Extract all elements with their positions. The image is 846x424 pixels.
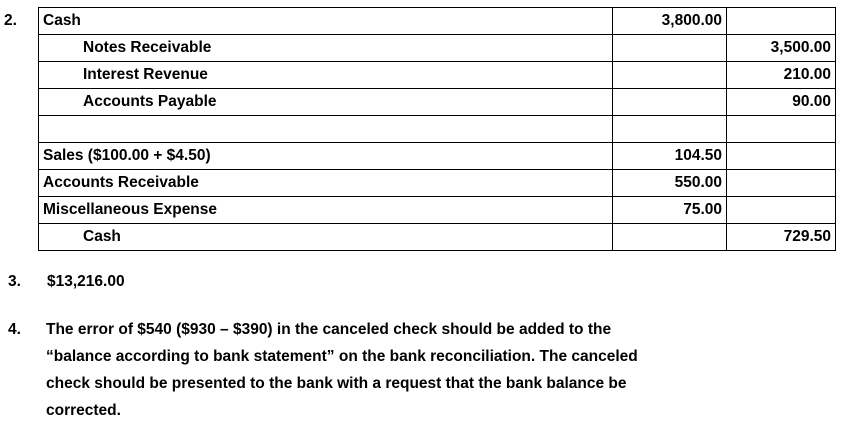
debit-cell: 550.00 xyxy=(613,170,727,197)
journal-row xyxy=(39,224,836,251)
account-cell: Cash xyxy=(39,224,613,251)
account-cell: Cash xyxy=(39,8,613,35)
account-cell xyxy=(39,116,613,143)
account-cell: Accounts Payable xyxy=(39,89,613,116)
item-2-number: 2. xyxy=(4,12,17,29)
account-cell: Interest Revenue xyxy=(39,62,613,89)
item-3-amount: $13,216.00 xyxy=(47,273,125,290)
credit-cell: 210.00 xyxy=(727,62,836,89)
item-4-line: corrected. xyxy=(46,402,121,419)
item-4-line: The error of $540 ($930 – $390) in the canceled check should be added to the xyxy=(46,321,612,338)
credit-cell: 729.50 xyxy=(727,224,836,251)
journal-row xyxy=(39,89,836,116)
debit-cell: 75.00 xyxy=(613,197,727,224)
account-cell: Accounts Receivable xyxy=(39,170,613,197)
debit-cell xyxy=(613,224,727,251)
item-3-number: 3. xyxy=(8,273,21,290)
item-4-line: “balance according to bank statement” on the bank reconciliation. The canceled xyxy=(46,348,638,365)
journal-entry-table xyxy=(38,7,836,251)
item-4-explanation xyxy=(46,316,826,424)
item-4-number: 4. xyxy=(8,321,21,338)
debit-cell xyxy=(613,89,727,116)
account-cell: Notes Receivable xyxy=(39,35,613,62)
credit-cell xyxy=(727,197,836,224)
credit-cell xyxy=(727,8,836,35)
debit-cell: 104.50 xyxy=(613,143,727,170)
journal-row xyxy=(39,197,836,224)
journal-row xyxy=(39,116,836,143)
journal-row xyxy=(39,62,836,89)
debit-cell xyxy=(613,116,727,143)
journal-row xyxy=(39,8,836,35)
journal-row xyxy=(39,143,836,170)
debit-cell xyxy=(613,62,727,89)
credit-cell xyxy=(727,143,836,170)
credit-cell: 3,500.00 xyxy=(727,35,836,62)
account-cell: Miscellaneous Expense xyxy=(39,197,613,224)
debit-cell xyxy=(613,35,727,62)
journal-row xyxy=(39,170,836,197)
journal-row xyxy=(39,35,836,62)
account-cell: Sales ($100.00 + $4.50) xyxy=(39,143,613,170)
credit-cell: 90.00 xyxy=(727,89,836,116)
item-4-line: check should be presented to the bank with a request that the bank balance be xyxy=(46,375,627,392)
credit-cell xyxy=(727,116,836,143)
debit-cell: 3,800.00 xyxy=(613,8,727,35)
credit-cell xyxy=(727,170,836,197)
